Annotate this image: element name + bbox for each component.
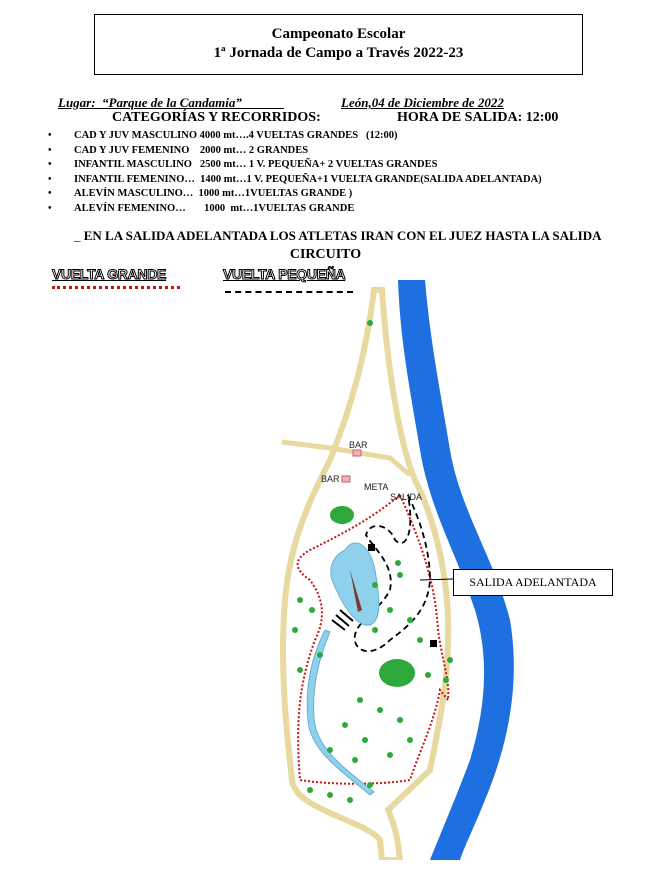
bar-building — [342, 476, 350, 482]
category-item: • ALEVÍN MASCULINO… 1000 mt…1VUELTAS GRANDE ) — [34, 187, 542, 202]
tree-cluster — [330, 506, 354, 524]
salida-label: SALIDA — [390, 492, 423, 502]
tree-cluster — [379, 659, 415, 687]
venue-text: Lugar: “Parque de la Candamia” — [58, 95, 285, 110]
legend-grande-label: VUELTA GRANDE — [52, 266, 167, 282]
notice-text: _ EN LA SALIDA ADELANTADA LOS ATLETAS IRAN CON EL JUEZ HASTA LA SALIDA — [74, 228, 602, 243]
start-time: HORA DE SALIDA: 12:00 — [397, 110, 559, 125]
bar-building — [353, 450, 361, 456]
category-item: • INFANTIL FEMENINO… 1400 mt…1 V. PEQUEÑA+1 VUELTA GRANDE(SALIDA ADELANTADA) — [34, 173, 542, 188]
categories-heading: CATEGORÍAS Y RECORRIDOS: — [112, 110, 321, 125]
category-item: • CAD Y JUV MASCULINO 4000 mt….4 VUELTAS GRANDES (12:00) — [34, 129, 542, 144]
category-item: • INFANTIL MASCULINO 2500 mt… 1 V. PEQUEÑA+ 2 VUELTAS GRANDES — [34, 158, 542, 173]
legend-grande-line — [52, 286, 180, 289]
callout-salida-adelantada: SALIDA ADELANTADA — [453, 569, 613, 596]
category-item: • ALEVÍN FEMENINO… 1000 mt…1VUELTAS GRANDE — [34, 202, 542, 217]
venue-date: León,04 de Diciembre de 2022 — [341, 95, 504, 110]
header-box — [94, 14, 583, 75]
bar-label: BAR — [349, 440, 368, 450]
legend-pequena-label: VUELTA PEQUEÑA — [223, 266, 346, 282]
marker — [368, 544, 375, 551]
bar-label: BAR — [321, 474, 340, 484]
category-item: • CAD Y JUV FEMENINO 2000 mt… 2 GRANDES — [34, 144, 542, 159]
header-subtitle: 1ª Jornada de Campo a Través 2022-23 — [213, 45, 464, 61]
meta-label: META — [364, 482, 389, 492]
header-title: Campeonato Escolar — [271, 26, 406, 42]
categories-list — [34, 129, 542, 217]
pond — [331, 543, 379, 625]
circuit-title: CIRCUITO — [289, 247, 362, 262]
marker — [430, 640, 437, 647]
